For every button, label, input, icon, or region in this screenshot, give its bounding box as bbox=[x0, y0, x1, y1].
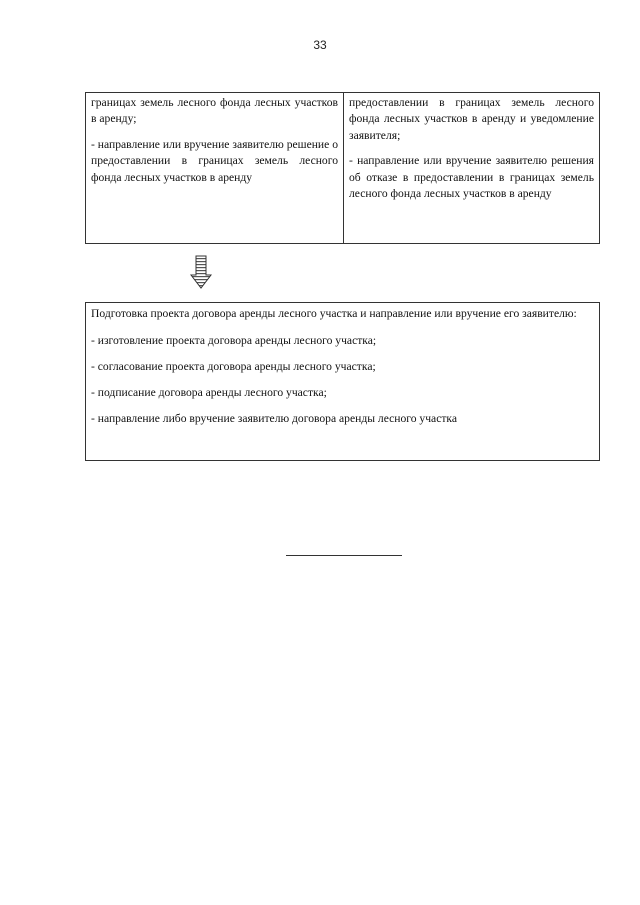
cell-paragraph: - направление или вручение заявителю решение о предоставлении в границах земель лесного фонда лесных участков в аренду bbox=[91, 137, 338, 184]
box-intro: Подготовка проекта договора аренды лесного участка и направление или вручение его заявителю: bbox=[91, 307, 577, 320]
list-item: - изготовление проекта договора аренды лесного участка; bbox=[91, 334, 377, 347]
list-item: - подписание договора аренды лесного участка; bbox=[91, 386, 327, 399]
cell-paragraph: границах земель лесного фонда лесных участков в аренду; bbox=[91, 96, 338, 126]
page-number: 33 bbox=[313, 38, 327, 52]
down-arrow-icon bbox=[190, 255, 212, 289]
cell-paragraph: - направление или вручение заявителю решения об отказе в предоставлении в границах земель лесного фонда лесных участков в аренду bbox=[349, 154, 594, 201]
signature-line bbox=[286, 555, 402, 556]
contract-preparation-box bbox=[85, 302, 600, 461]
procedure-table bbox=[85, 92, 600, 244]
list-item: - согласование проекта договора аренды лесного участка; bbox=[91, 360, 376, 373]
cell-paragraph: предоставлении в границах земель лесного фонда лесных участков в аренду и уведомление заявителя; bbox=[349, 96, 594, 142]
list-item: - направление либо вручение заявителю договора аренды лесного участка bbox=[91, 412, 458, 425]
table-cell-left bbox=[86, 93, 344, 243]
table-cell-right bbox=[344, 93, 599, 243]
